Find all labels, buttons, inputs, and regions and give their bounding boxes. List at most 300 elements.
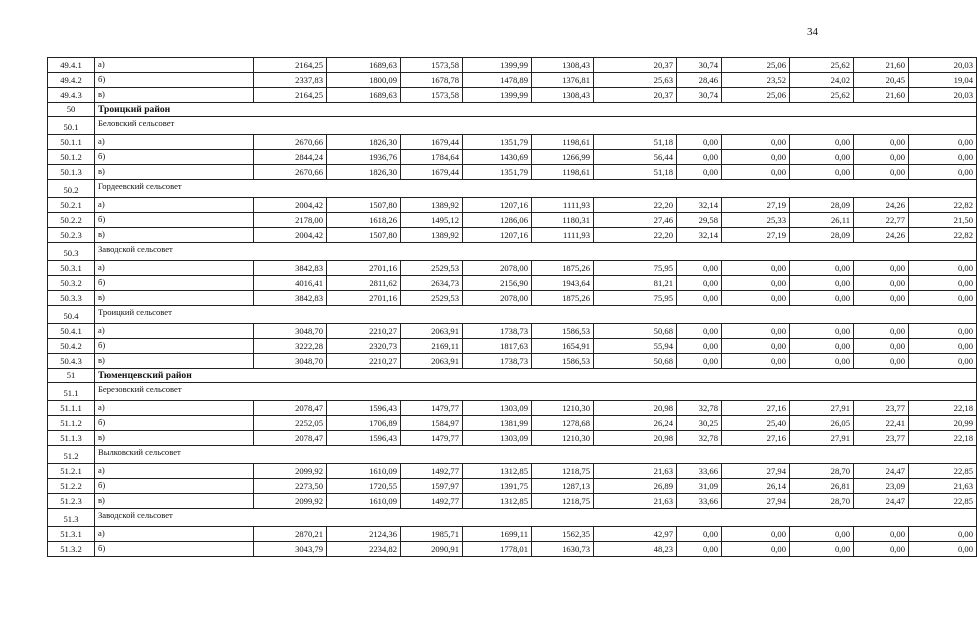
row-id: 51.3.1 bbox=[48, 527, 95, 542]
value-cell: 0,00 bbox=[854, 135, 909, 150]
council-name: Заводской сельсовет bbox=[95, 243, 977, 261]
value-cell: 0,00 bbox=[722, 354, 790, 369]
value-cell: 0,00 bbox=[677, 276, 722, 291]
value-cell: 20,37 bbox=[594, 88, 677, 103]
value-cell: 20,98 bbox=[594, 401, 677, 416]
table-row bbox=[48, 213, 977, 228]
value-cell: 2078,47 bbox=[254, 431, 327, 446]
value-cell: 1218,75 bbox=[532, 494, 594, 509]
value-cell: 0,00 bbox=[677, 527, 722, 542]
value-cell: 31,09 bbox=[677, 479, 722, 494]
value-cell: 3842,83 bbox=[254, 291, 327, 306]
value-cell: 1596,43 bbox=[327, 431, 401, 446]
table-row bbox=[48, 494, 977, 509]
value-cell: 48,23 bbox=[594, 542, 677, 557]
value-cell: 26,14 bbox=[722, 479, 790, 494]
row-id: 50.1 bbox=[48, 117, 95, 135]
row-label: а) bbox=[95, 324, 254, 339]
value-cell: 1207,16 bbox=[463, 228, 532, 243]
value-cell: 3842,83 bbox=[254, 261, 327, 276]
value-cell: 1584,97 bbox=[401, 416, 463, 431]
value-cell: 1943,64 bbox=[532, 276, 594, 291]
row-id: 51.3 bbox=[48, 509, 95, 527]
value-cell: 1654,91 bbox=[532, 339, 594, 354]
row-label: б) bbox=[95, 542, 254, 557]
row-label: в) bbox=[95, 431, 254, 446]
council-header-row bbox=[48, 306, 977, 324]
row-id: 50.2.2 bbox=[48, 213, 95, 228]
value-cell: 1875,26 bbox=[532, 261, 594, 276]
row-id: 49.4.3 bbox=[48, 88, 95, 103]
table-row bbox=[48, 198, 977, 213]
value-cell: 0,00 bbox=[677, 150, 722, 165]
value-cell: 1678,78 bbox=[401, 73, 463, 88]
value-cell: 4016,41 bbox=[254, 276, 327, 291]
value-cell: 1492,77 bbox=[401, 464, 463, 479]
value-cell: 0,00 bbox=[722, 291, 790, 306]
value-cell: 1351,79 bbox=[463, 135, 532, 150]
value-cell: 1936,76 bbox=[327, 150, 401, 165]
value-cell: 0,00 bbox=[909, 276, 977, 291]
value-cell: 1738,73 bbox=[463, 324, 532, 339]
value-cell: 1495,12 bbox=[401, 213, 463, 228]
row-id: 51.3.2 bbox=[48, 542, 95, 557]
value-cell: 1376,81 bbox=[532, 73, 594, 88]
value-cell: 26,81 bbox=[790, 479, 854, 494]
value-cell: 1210,30 bbox=[532, 431, 594, 446]
value-cell: 1610,09 bbox=[327, 464, 401, 479]
council-name: Заводской сельсовет bbox=[95, 509, 977, 527]
value-cell: 26,11 bbox=[790, 213, 854, 228]
row-label: в) bbox=[95, 291, 254, 306]
value-cell: 0,00 bbox=[854, 276, 909, 291]
value-cell: 29,58 bbox=[677, 213, 722, 228]
row-label: б) bbox=[95, 416, 254, 431]
value-cell: 19,04 bbox=[909, 73, 977, 88]
value-cell: 1800,09 bbox=[327, 73, 401, 88]
value-cell: 21,63 bbox=[909, 479, 977, 494]
value-cell: 1679,44 bbox=[401, 135, 463, 150]
district-header-row bbox=[48, 103, 977, 117]
value-cell: 22,20 bbox=[594, 228, 677, 243]
value-cell: 0,00 bbox=[790, 150, 854, 165]
row-id: 51 bbox=[48, 369, 95, 383]
value-cell: 0,00 bbox=[677, 542, 722, 557]
value-cell: 2169,11 bbox=[401, 339, 463, 354]
row-id: 50.4.1 bbox=[48, 324, 95, 339]
value-cell: 1492,77 bbox=[401, 494, 463, 509]
value-cell: 0,00 bbox=[790, 291, 854, 306]
value-cell: 0,00 bbox=[909, 291, 977, 306]
table-row bbox=[48, 291, 977, 306]
value-cell: 0,00 bbox=[722, 339, 790, 354]
value-cell: 1287,13 bbox=[532, 479, 594, 494]
value-cell: 1573,58 bbox=[401, 88, 463, 103]
value-cell: 1985,71 bbox=[401, 527, 463, 542]
row-label: а) bbox=[95, 135, 254, 150]
value-cell: 2811,62 bbox=[327, 276, 401, 291]
value-cell: 2701,16 bbox=[327, 291, 401, 306]
row-id: 51.2.1 bbox=[48, 464, 95, 479]
council-header-row bbox=[48, 117, 977, 135]
value-cell: 32,78 bbox=[677, 431, 722, 446]
value-cell: 27,19 bbox=[722, 228, 790, 243]
value-cell: 1312,85 bbox=[463, 464, 532, 479]
value-cell: 3222,28 bbox=[254, 339, 327, 354]
value-cell: 22,82 bbox=[909, 228, 977, 243]
value-cell: 0,00 bbox=[722, 150, 790, 165]
value-cell: 27,94 bbox=[722, 494, 790, 509]
value-cell: 0,00 bbox=[790, 135, 854, 150]
value-cell: 2090,91 bbox=[401, 542, 463, 557]
value-cell: 1266,99 bbox=[532, 150, 594, 165]
district-header-row bbox=[48, 369, 977, 383]
value-cell: 22,20 bbox=[594, 198, 677, 213]
value-cell: 26,89 bbox=[594, 479, 677, 494]
value-cell: 0,00 bbox=[790, 276, 854, 291]
value-cell: 1562,35 bbox=[532, 527, 594, 542]
council-name: Беловский сельсовет bbox=[95, 117, 977, 135]
value-cell: 0,00 bbox=[677, 291, 722, 306]
table-row bbox=[48, 135, 977, 150]
value-cell: 28,70 bbox=[790, 464, 854, 479]
value-cell: 0,00 bbox=[909, 261, 977, 276]
value-cell: 20,99 bbox=[909, 416, 977, 431]
value-cell: 1399,99 bbox=[463, 88, 532, 103]
council-name: Гордеевский сельсовет bbox=[95, 180, 977, 198]
council-name: Березовский сельсовет bbox=[95, 383, 977, 401]
row-id: 50.2.1 bbox=[48, 198, 95, 213]
value-cell: 0,00 bbox=[722, 542, 790, 557]
value-cell: 22,18 bbox=[909, 401, 977, 416]
value-cell: 24,47 bbox=[854, 494, 909, 509]
row-id: 50.4.3 bbox=[48, 354, 95, 369]
value-cell: 20,37 bbox=[594, 58, 677, 73]
value-cell: 2099,92 bbox=[254, 464, 327, 479]
row-id: 51.1 bbox=[48, 383, 95, 401]
value-cell: 0,00 bbox=[854, 354, 909, 369]
value-cell: 0,00 bbox=[722, 324, 790, 339]
value-cell: 1597,97 bbox=[401, 479, 463, 494]
row-label: б) bbox=[95, 213, 254, 228]
value-cell: 0,00 bbox=[909, 324, 977, 339]
value-cell: 3043,79 bbox=[254, 542, 327, 557]
value-cell: 0,00 bbox=[854, 324, 909, 339]
row-label: а) bbox=[95, 198, 254, 213]
table-row bbox=[48, 58, 977, 73]
value-cell: 2701,16 bbox=[327, 261, 401, 276]
table-row bbox=[48, 73, 977, 88]
value-cell: 32,14 bbox=[677, 228, 722, 243]
value-cell: 0,00 bbox=[909, 150, 977, 165]
value-cell: 1389,92 bbox=[401, 198, 463, 213]
row-label: а) bbox=[95, 401, 254, 416]
row-id: 51.2.2 bbox=[48, 479, 95, 494]
value-cell: 0,00 bbox=[722, 165, 790, 180]
value-cell: 1586,53 bbox=[532, 324, 594, 339]
value-cell: 23,77 bbox=[854, 431, 909, 446]
table-row bbox=[48, 150, 977, 165]
value-cell: 2004,42 bbox=[254, 228, 327, 243]
value-cell: 2063,91 bbox=[401, 324, 463, 339]
value-cell: 1308,43 bbox=[532, 58, 594, 73]
row-id: 49.4.1 bbox=[48, 58, 95, 73]
value-cell: 1778,01 bbox=[463, 542, 532, 557]
value-cell: 0,00 bbox=[722, 135, 790, 150]
value-cell: 27,91 bbox=[790, 431, 854, 446]
value-cell: 1817,63 bbox=[463, 339, 532, 354]
value-cell: 3048,70 bbox=[254, 324, 327, 339]
value-cell: 2273,50 bbox=[254, 479, 327, 494]
value-cell: 0,00 bbox=[909, 542, 977, 557]
value-cell: 1111,93 bbox=[532, 198, 594, 213]
row-label: а) bbox=[95, 464, 254, 479]
value-cell: 1207,16 bbox=[463, 198, 532, 213]
value-cell: 2252,05 bbox=[254, 416, 327, 431]
row-label: б) bbox=[95, 73, 254, 88]
value-cell: 55,94 bbox=[594, 339, 677, 354]
value-cell: 1720,55 bbox=[327, 479, 401, 494]
council-header-row bbox=[48, 243, 977, 261]
value-cell: 24,02 bbox=[790, 73, 854, 88]
value-cell: 2337,83 bbox=[254, 73, 327, 88]
row-id: 51.1.1 bbox=[48, 401, 95, 416]
value-cell: 1218,75 bbox=[532, 464, 594, 479]
value-cell: 24,26 bbox=[854, 198, 909, 213]
row-id: 50.1.3 bbox=[48, 165, 95, 180]
value-cell: 51,18 bbox=[594, 165, 677, 180]
row-label: а) bbox=[95, 527, 254, 542]
value-cell: 1706,89 bbox=[327, 416, 401, 431]
row-id: 50.4.2 bbox=[48, 339, 95, 354]
value-cell: 27,16 bbox=[722, 401, 790, 416]
value-cell: 23,52 bbox=[722, 73, 790, 88]
value-cell: 1180,31 bbox=[532, 213, 594, 228]
district-name: Тюменцевский район bbox=[95, 369, 977, 383]
table-row bbox=[48, 354, 977, 369]
value-cell: 32,14 bbox=[677, 198, 722, 213]
table-row bbox=[48, 324, 977, 339]
value-cell: 21,60 bbox=[854, 58, 909, 73]
district-name: Троицкий район bbox=[95, 103, 977, 117]
value-cell: 0,00 bbox=[909, 527, 977, 542]
value-cell: 56,44 bbox=[594, 150, 677, 165]
value-cell: 2234,82 bbox=[327, 542, 401, 557]
row-id: 50.3.1 bbox=[48, 261, 95, 276]
value-cell: 25,62 bbox=[790, 88, 854, 103]
value-cell: 0,00 bbox=[909, 135, 977, 150]
value-cell: 0,00 bbox=[790, 261, 854, 276]
value-cell: 20,03 bbox=[909, 58, 977, 73]
value-cell: 1826,30 bbox=[327, 135, 401, 150]
table-body bbox=[48, 58, 977, 557]
value-cell: 1586,53 bbox=[532, 354, 594, 369]
value-cell: 75,95 bbox=[594, 261, 677, 276]
value-cell: 22,41 bbox=[854, 416, 909, 431]
row-label: а) bbox=[95, 58, 254, 73]
value-cell: 21,60 bbox=[854, 88, 909, 103]
value-cell: 2529,53 bbox=[401, 291, 463, 306]
value-cell: 1391,75 bbox=[463, 479, 532, 494]
council-header-row bbox=[48, 180, 977, 198]
value-cell: 1198,61 bbox=[532, 165, 594, 180]
value-cell: 0,00 bbox=[790, 324, 854, 339]
value-cell: 1689,63 bbox=[327, 58, 401, 73]
value-cell: 32,78 bbox=[677, 401, 722, 416]
row-label: б) bbox=[95, 150, 254, 165]
value-cell: 0,00 bbox=[854, 165, 909, 180]
row-label: б) bbox=[95, 339, 254, 354]
value-cell: 2124,36 bbox=[327, 527, 401, 542]
value-cell: 1507,80 bbox=[327, 198, 401, 213]
value-cell: 20,45 bbox=[854, 73, 909, 88]
value-cell: 1689,63 bbox=[327, 88, 401, 103]
council-name: Вылковский сельсовет bbox=[95, 446, 977, 464]
value-cell: 1699,11 bbox=[463, 527, 532, 542]
row-id: 51.2.3 bbox=[48, 494, 95, 509]
value-cell: 25,62 bbox=[790, 58, 854, 73]
value-cell: 1303,09 bbox=[463, 431, 532, 446]
table-row bbox=[48, 88, 977, 103]
value-cell: 26,05 bbox=[790, 416, 854, 431]
value-cell: 0,00 bbox=[909, 354, 977, 369]
value-cell: 0,00 bbox=[854, 291, 909, 306]
value-cell: 28,09 bbox=[790, 198, 854, 213]
value-cell: 2320,73 bbox=[327, 339, 401, 354]
table-row bbox=[48, 464, 977, 479]
value-cell: 2099,92 bbox=[254, 494, 327, 509]
value-cell: 33,66 bbox=[677, 494, 722, 509]
value-cell: 0,00 bbox=[677, 261, 722, 276]
tariff-table bbox=[47, 57, 977, 557]
value-cell: 2634,73 bbox=[401, 276, 463, 291]
value-cell: 28,46 bbox=[677, 73, 722, 88]
value-cell: 25,33 bbox=[722, 213, 790, 228]
value-cell: 1381,99 bbox=[463, 416, 532, 431]
value-cell: 2844,24 bbox=[254, 150, 327, 165]
value-cell: 2670,66 bbox=[254, 135, 327, 150]
value-cell: 2164,25 bbox=[254, 58, 327, 73]
value-cell: 3048,70 bbox=[254, 354, 327, 369]
value-cell: 1351,79 bbox=[463, 165, 532, 180]
table-row bbox=[48, 276, 977, 291]
table-row bbox=[48, 401, 977, 416]
value-cell: 1312,85 bbox=[463, 494, 532, 509]
table-row bbox=[48, 431, 977, 446]
value-cell: 21,63 bbox=[594, 494, 677, 509]
value-cell: 2164,25 bbox=[254, 88, 327, 103]
value-cell: 24,26 bbox=[854, 228, 909, 243]
value-cell: 1618,26 bbox=[327, 213, 401, 228]
council-header-row bbox=[48, 446, 977, 464]
value-cell: 30,74 bbox=[677, 88, 722, 103]
value-cell: 25,06 bbox=[722, 58, 790, 73]
value-cell: 50,68 bbox=[594, 324, 677, 339]
value-cell: 22,77 bbox=[854, 213, 909, 228]
value-cell: 2063,91 bbox=[401, 354, 463, 369]
value-cell: 26,24 bbox=[594, 416, 677, 431]
value-cell: 1479,77 bbox=[401, 431, 463, 446]
value-cell: 22,85 bbox=[909, 464, 977, 479]
value-cell: 30,74 bbox=[677, 58, 722, 73]
value-cell: 2529,53 bbox=[401, 261, 463, 276]
value-cell: 23,77 bbox=[854, 401, 909, 416]
table-row bbox=[48, 165, 977, 180]
row-label: б) bbox=[95, 276, 254, 291]
row-id: 50.1.1 bbox=[48, 135, 95, 150]
value-cell: 0,00 bbox=[722, 527, 790, 542]
council-name: Троицкий сельсовет bbox=[95, 306, 977, 324]
row-label: в) bbox=[95, 88, 254, 103]
value-cell: 0,00 bbox=[790, 165, 854, 180]
table-row bbox=[48, 479, 977, 494]
row-label: в) bbox=[95, 165, 254, 180]
value-cell: 22,82 bbox=[909, 198, 977, 213]
value-cell: 0,00 bbox=[854, 261, 909, 276]
value-cell: 0,00 bbox=[790, 527, 854, 542]
value-cell: 28,09 bbox=[790, 228, 854, 243]
row-id: 51.2 bbox=[48, 446, 95, 464]
value-cell: 0,00 bbox=[854, 527, 909, 542]
value-cell: 1875,26 bbox=[532, 291, 594, 306]
value-cell: 0,00 bbox=[790, 542, 854, 557]
table-row bbox=[48, 261, 977, 276]
row-id: 50.3.2 bbox=[48, 276, 95, 291]
value-cell: 0,00 bbox=[909, 339, 977, 354]
row-id: 49.4.2 bbox=[48, 73, 95, 88]
value-cell: 0,00 bbox=[677, 135, 722, 150]
row-id: 51.1.3 bbox=[48, 431, 95, 446]
value-cell: 1111,93 bbox=[532, 228, 594, 243]
value-cell: 25,63 bbox=[594, 73, 677, 88]
value-cell: 1826,30 bbox=[327, 165, 401, 180]
value-cell: 0,00 bbox=[677, 324, 722, 339]
value-cell: 1389,92 bbox=[401, 228, 463, 243]
value-cell: 0,00 bbox=[722, 276, 790, 291]
row-id: 50.2.3 bbox=[48, 228, 95, 243]
value-cell: 75,95 bbox=[594, 291, 677, 306]
row-id: 50.3 bbox=[48, 243, 95, 261]
value-cell: 1399,99 bbox=[463, 58, 532, 73]
value-cell: 0,00 bbox=[677, 339, 722, 354]
value-cell: 1679,44 bbox=[401, 165, 463, 180]
value-cell: 21,50 bbox=[909, 213, 977, 228]
value-cell: 2078,00 bbox=[463, 291, 532, 306]
value-cell: 1198,61 bbox=[532, 135, 594, 150]
value-cell: 2870,21 bbox=[254, 527, 327, 542]
row-id: 50.3.3 bbox=[48, 291, 95, 306]
value-cell: 20,03 bbox=[909, 88, 977, 103]
value-cell: 27,91 bbox=[790, 401, 854, 416]
value-cell: 22,18 bbox=[909, 431, 977, 446]
row-label: в) bbox=[95, 354, 254, 369]
value-cell: 1478,89 bbox=[463, 73, 532, 88]
value-cell: 33,66 bbox=[677, 464, 722, 479]
value-cell: 0,00 bbox=[854, 542, 909, 557]
value-cell: 1430,69 bbox=[463, 150, 532, 165]
value-cell: 2004,42 bbox=[254, 198, 327, 213]
value-cell: 0,00 bbox=[722, 261, 790, 276]
value-cell: 2210,27 bbox=[327, 354, 401, 369]
value-cell: 1278,68 bbox=[532, 416, 594, 431]
table-row bbox=[48, 228, 977, 243]
value-cell: 27,16 bbox=[722, 431, 790, 446]
value-cell: 1303,09 bbox=[463, 401, 532, 416]
value-cell: 25,40 bbox=[722, 416, 790, 431]
row-id: 50 bbox=[48, 103, 95, 117]
table-row bbox=[48, 542, 977, 557]
value-cell: 27,46 bbox=[594, 213, 677, 228]
